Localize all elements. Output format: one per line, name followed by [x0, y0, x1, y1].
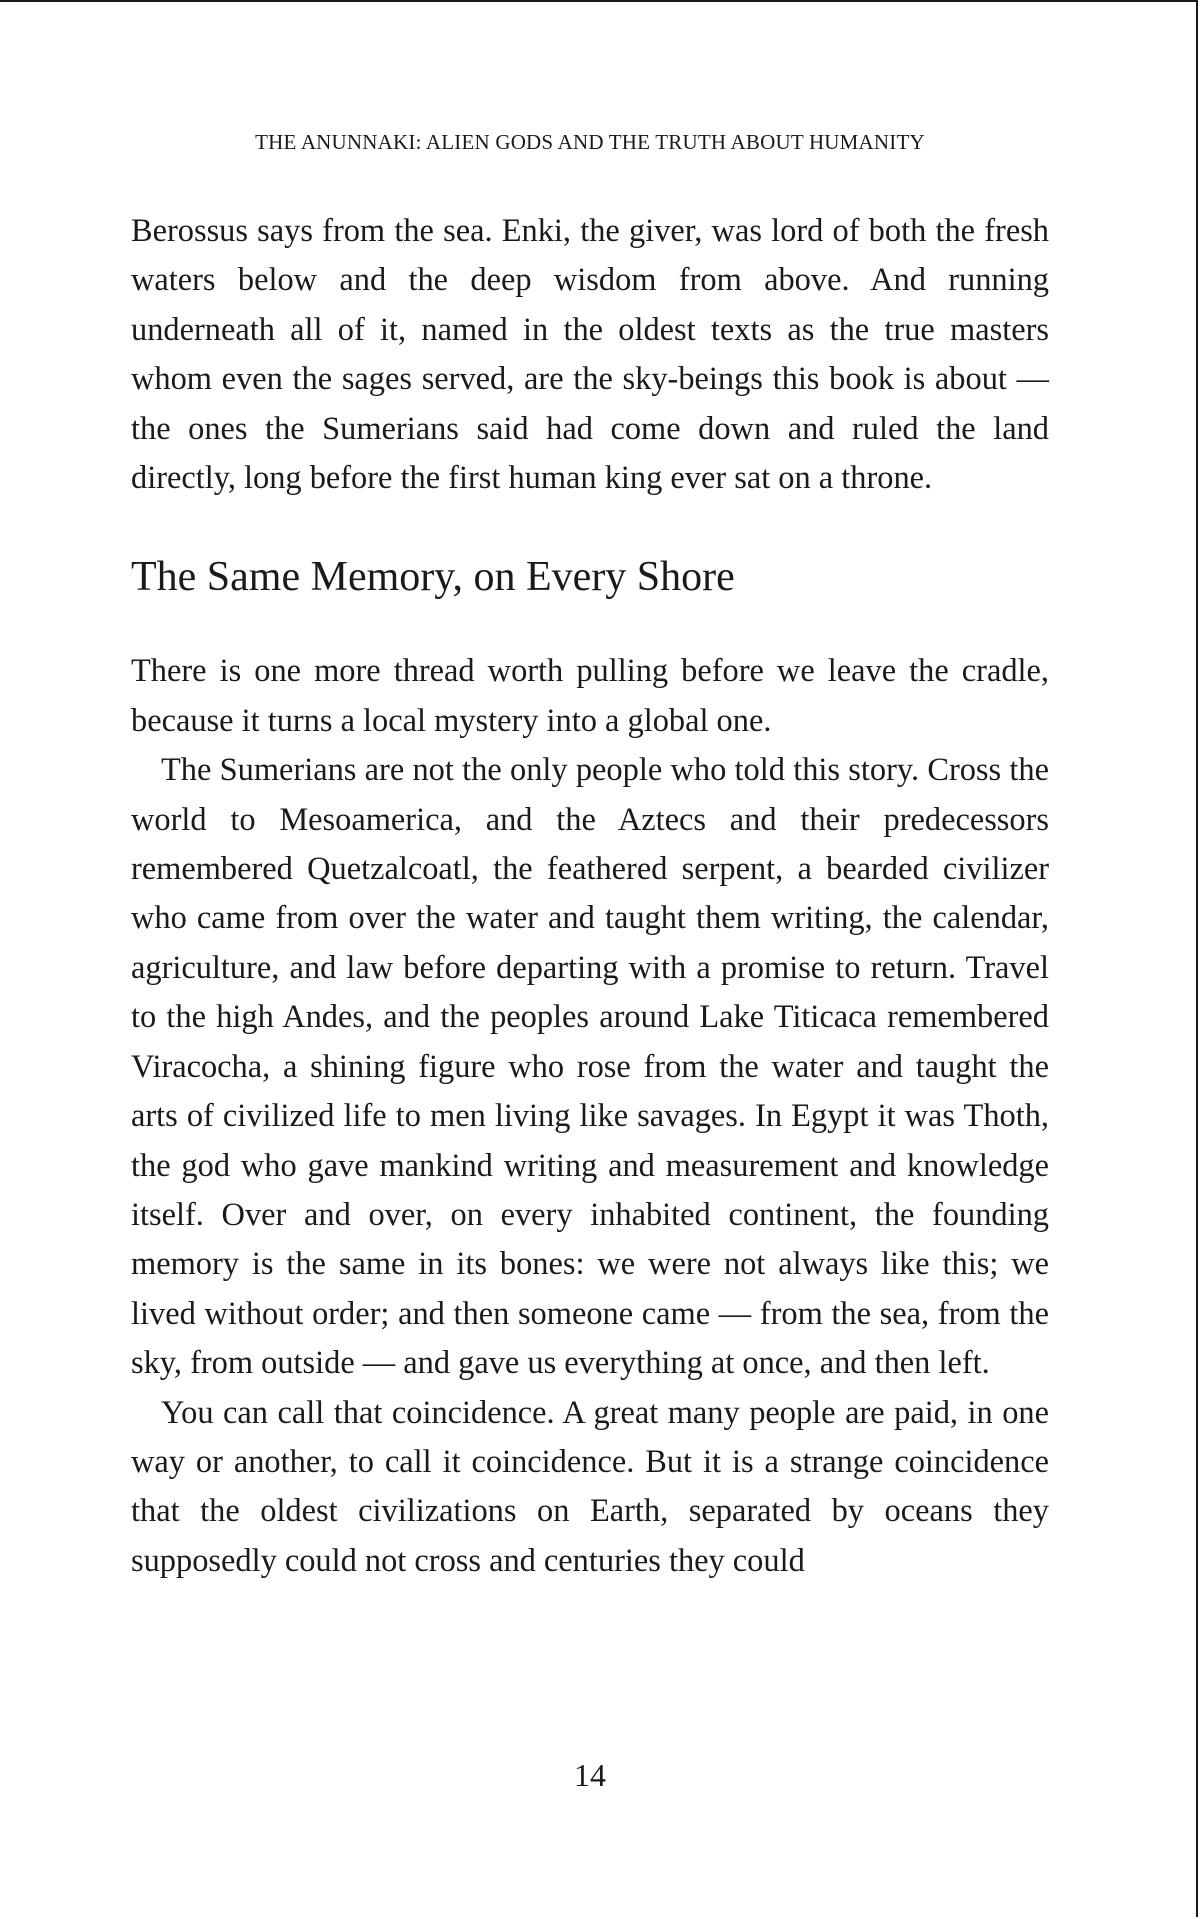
section-heading: The Same Memory, on Every Shore: [131, 554, 735, 601]
paragraph-intro: There is one more thread worth pulling before we leave the cradle, because it turns a local mystery into a global one.: [131, 653, 1049, 739]
paragraph-coincidence: You can call that coincidence. A great many people are paid, in one way or another, to call it coincidence. But it is a strange coincidence that the oldest civilizations on Earth, separated by oceans they supposedly could not cross and centuries they could: [131, 1394, 1049, 1579]
page-number: 14: [574, 1757, 606, 1793]
paragraph-myths: The Sumerians are not the only people who told this story. Cross the world to Mesoamerica, and the Aztecs and their predecessors remembered Quetzalcoatl, the feathered serpent, a bearded civilizer who came from over the water and taught them writing, the calendar, agriculture, and law before departing with a promise to return. Travel to the high Andes, and the peoples around Lake Titicaca remembered Viracocha, a shining figure who rose from the water and taught the arts of civilized life to men living like savages. In Egypt it was Thoth, the god who gave mankind writing and measurement and knowledge itself. Over and over, on every inhabited continent, the founding memory is the same in its bones: we were not always like this; we lived without order; and then someone came — from the sea, from the sky, from outside — and gave us everything at once, and then left.: [131, 752, 1049, 1382]
running-head: THE ANUNNAKI: ALIEN GODS AND THE TRUTH ABOUT HUMANITY: [255, 130, 925, 154]
page-body: [131, 207, 1049, 1586]
paragraph-continued: Berossus says from the sea. Enki, the giver, was lord of both the fresh waters below and the deep wisdom from above. And running underneath all of it, named in the oldest texts as the true masters whom even the sages served, are the sky-beings this book is about — the ones the Sumerians said had come down and ruled the land directly, long before the first human king ever sat on a throne.: [131, 213, 1049, 497]
